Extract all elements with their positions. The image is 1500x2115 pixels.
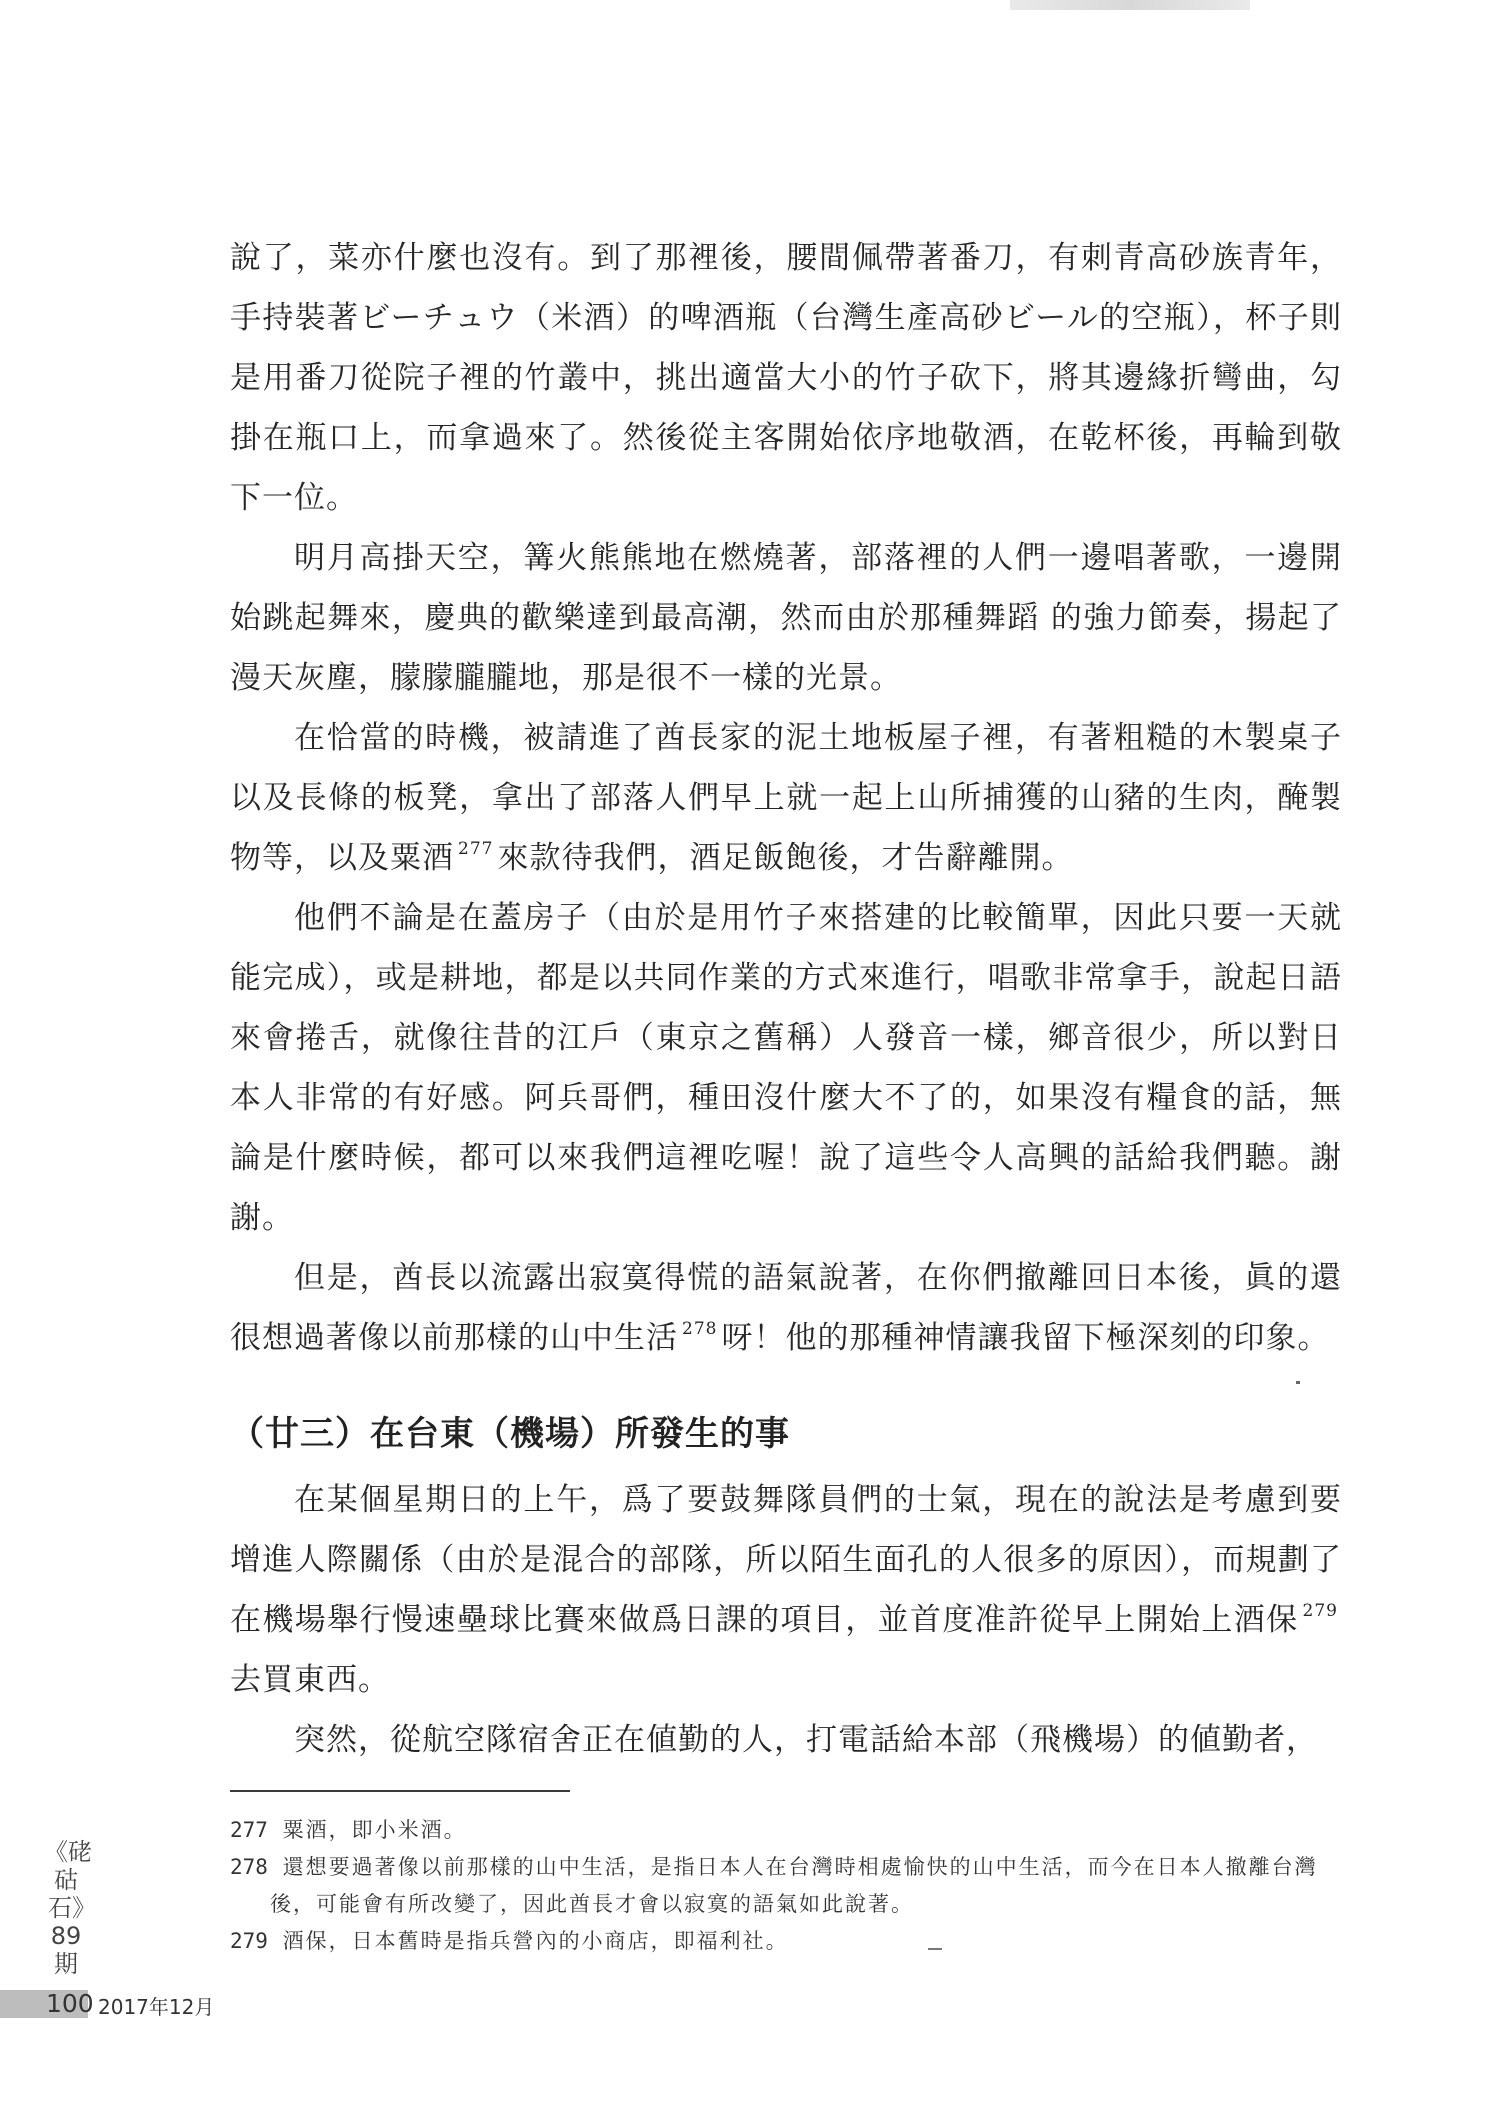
paragraph-text: 明月高掛天空，篝火熊熊地在燃燒著，部落裡的人們一邊唱著歌，一邊開始跳起舞來，慶典的歡樂達到最高潮，然而由於那種舞蹈 的強力節奏，揚起了漫天灰塵，朦朦朧朧地，那是很不一樣的光景。 xyxy=(230,540,1342,696)
scan-artifact-top xyxy=(1010,0,1250,10)
footnote-reference: 277 xyxy=(458,839,494,859)
footnote xyxy=(230,1812,1360,1849)
footnote-reference: 279 xyxy=(1302,1601,1338,1621)
journal-sidebar-label: 《硓𥑮石》89期 xyxy=(44,1838,92,1978)
paragraph-text: 突然，從航空隊宿舍正在値勤的人，打電話給本部（飛機場）的値勤者， xyxy=(294,1722,1318,1758)
paragraph-text: 但是，酋長以流露出寂寞得慌的語氣說著，在你們撤離回日本後，眞的還很想過著像以前那樣的山中生活 xyxy=(230,1260,1342,1356)
body-paragraph xyxy=(230,888,1342,1248)
scan-speck xyxy=(1296,1381,1300,1384)
paragraph-text: 來款待我們，酒足飯飽後，才告辭離開。 xyxy=(497,840,1074,876)
body-paragraph xyxy=(230,1470,1342,1710)
footnote-number: 279 xyxy=(230,1929,268,1953)
paragraph-text: 說了，菜亦什麼也沒有。到了那裡後，腰間佩帶著番刀，有刺青高砂族青年，手持裝著ビーチュウ（米酒）的啤酒瓶（台灣生產高砂ビール的空瓶），杯子則是用番刀從院子裡的竹叢中，挑出適當大小的竹子砍下，將其邊緣折彎曲，勾掛在瓶口上，而拿過來了。然後從主客開始依序地敬酒，在乾杯後，再輪到敬下一位。 xyxy=(230,240,1342,516)
paragraph-text: 呀！他的那種神情讓我留下極深刻的印象。 xyxy=(721,1320,1330,1356)
footnote xyxy=(230,1849,1360,1923)
footnotes xyxy=(230,1812,1342,1960)
issue-date: 2017年12月 xyxy=(98,1995,215,2019)
footnote-number: 278 xyxy=(230,1855,268,1879)
body-text-section-1 xyxy=(230,228,1342,1368)
body-paragraph xyxy=(230,708,1342,888)
footnote-text: 粟酒，即小米酒。 xyxy=(267,1818,467,1842)
page-body xyxy=(230,228,1342,1960)
section-heading: （廿三）在台東（機場）所發生的事 xyxy=(230,1414,790,1454)
body-paragraph xyxy=(230,228,1342,528)
body-paragraph xyxy=(230,528,1342,708)
footnote-text: 還想要過著像以前那樣的山中生活，是指日本人在台灣時相處愉快的山中生活，而今在日本人撤離台灣後，可能會有所改變了，因此酋長才會以寂寞的語氣如此說著。 xyxy=(267,1855,1318,1916)
paragraph-text: 在某個星期日的上午，爲了要鼓舞隊員們的士氣，現在的說法是考慮到要增進人際關係（由於是混合的部隊，所以陌生面孔的人很多的原因），而規劃了在機場舉行慢速壘球比賽來做爲日課的項目，並首度准許從早上開始上酒保 xyxy=(230,1482,1342,1638)
scan-speck xyxy=(928,1948,942,1950)
footnote-reference: 278 xyxy=(682,1319,718,1339)
body-paragraph xyxy=(230,1248,1342,1368)
footnote-number: 277 xyxy=(230,1818,268,1842)
paragraph-text: 去買東西。 xyxy=(230,1662,390,1698)
footnote xyxy=(230,1923,1360,1960)
paragraph-text: 在恰當的時機，被請進了酋長家的泥土地板屋子裡，有著粗糙的木製桌子以及長條的板凳，拿出了部落人們早上就一起上山所捕獲的山豬的生肉，醃製物等，以及粟酒 xyxy=(230,720,1342,876)
body-paragraph xyxy=(230,1710,1342,1770)
paragraph-text: 他們不論是在蓋房子（由於是用竹子來搭建的比較簡單，因此只要一天就能完成），或是耕地，都是以共同作業的方式來進行，唱歌非常拿手，說起日語來會捲舌，就像往昔的江戶（東京之舊稱）人發音一樣，鄉音很少，所以對日本人非常的有好感。阿兵哥們，種田沒什麼大不了的，如果沒有糧食的話，無論是什麼時候，都可以來我們這裡吃喔！說了這些令人高興的話給我們聽。謝謝。 xyxy=(230,900,1342,1236)
footnote-rule xyxy=(230,1790,570,1792)
page-number: 100 xyxy=(46,1989,94,2018)
body-text-section-2 xyxy=(230,1470,1342,1770)
footnote-text: 酒保，日本舊時是指兵營內的小商店，即福利社。 xyxy=(267,1929,789,1953)
